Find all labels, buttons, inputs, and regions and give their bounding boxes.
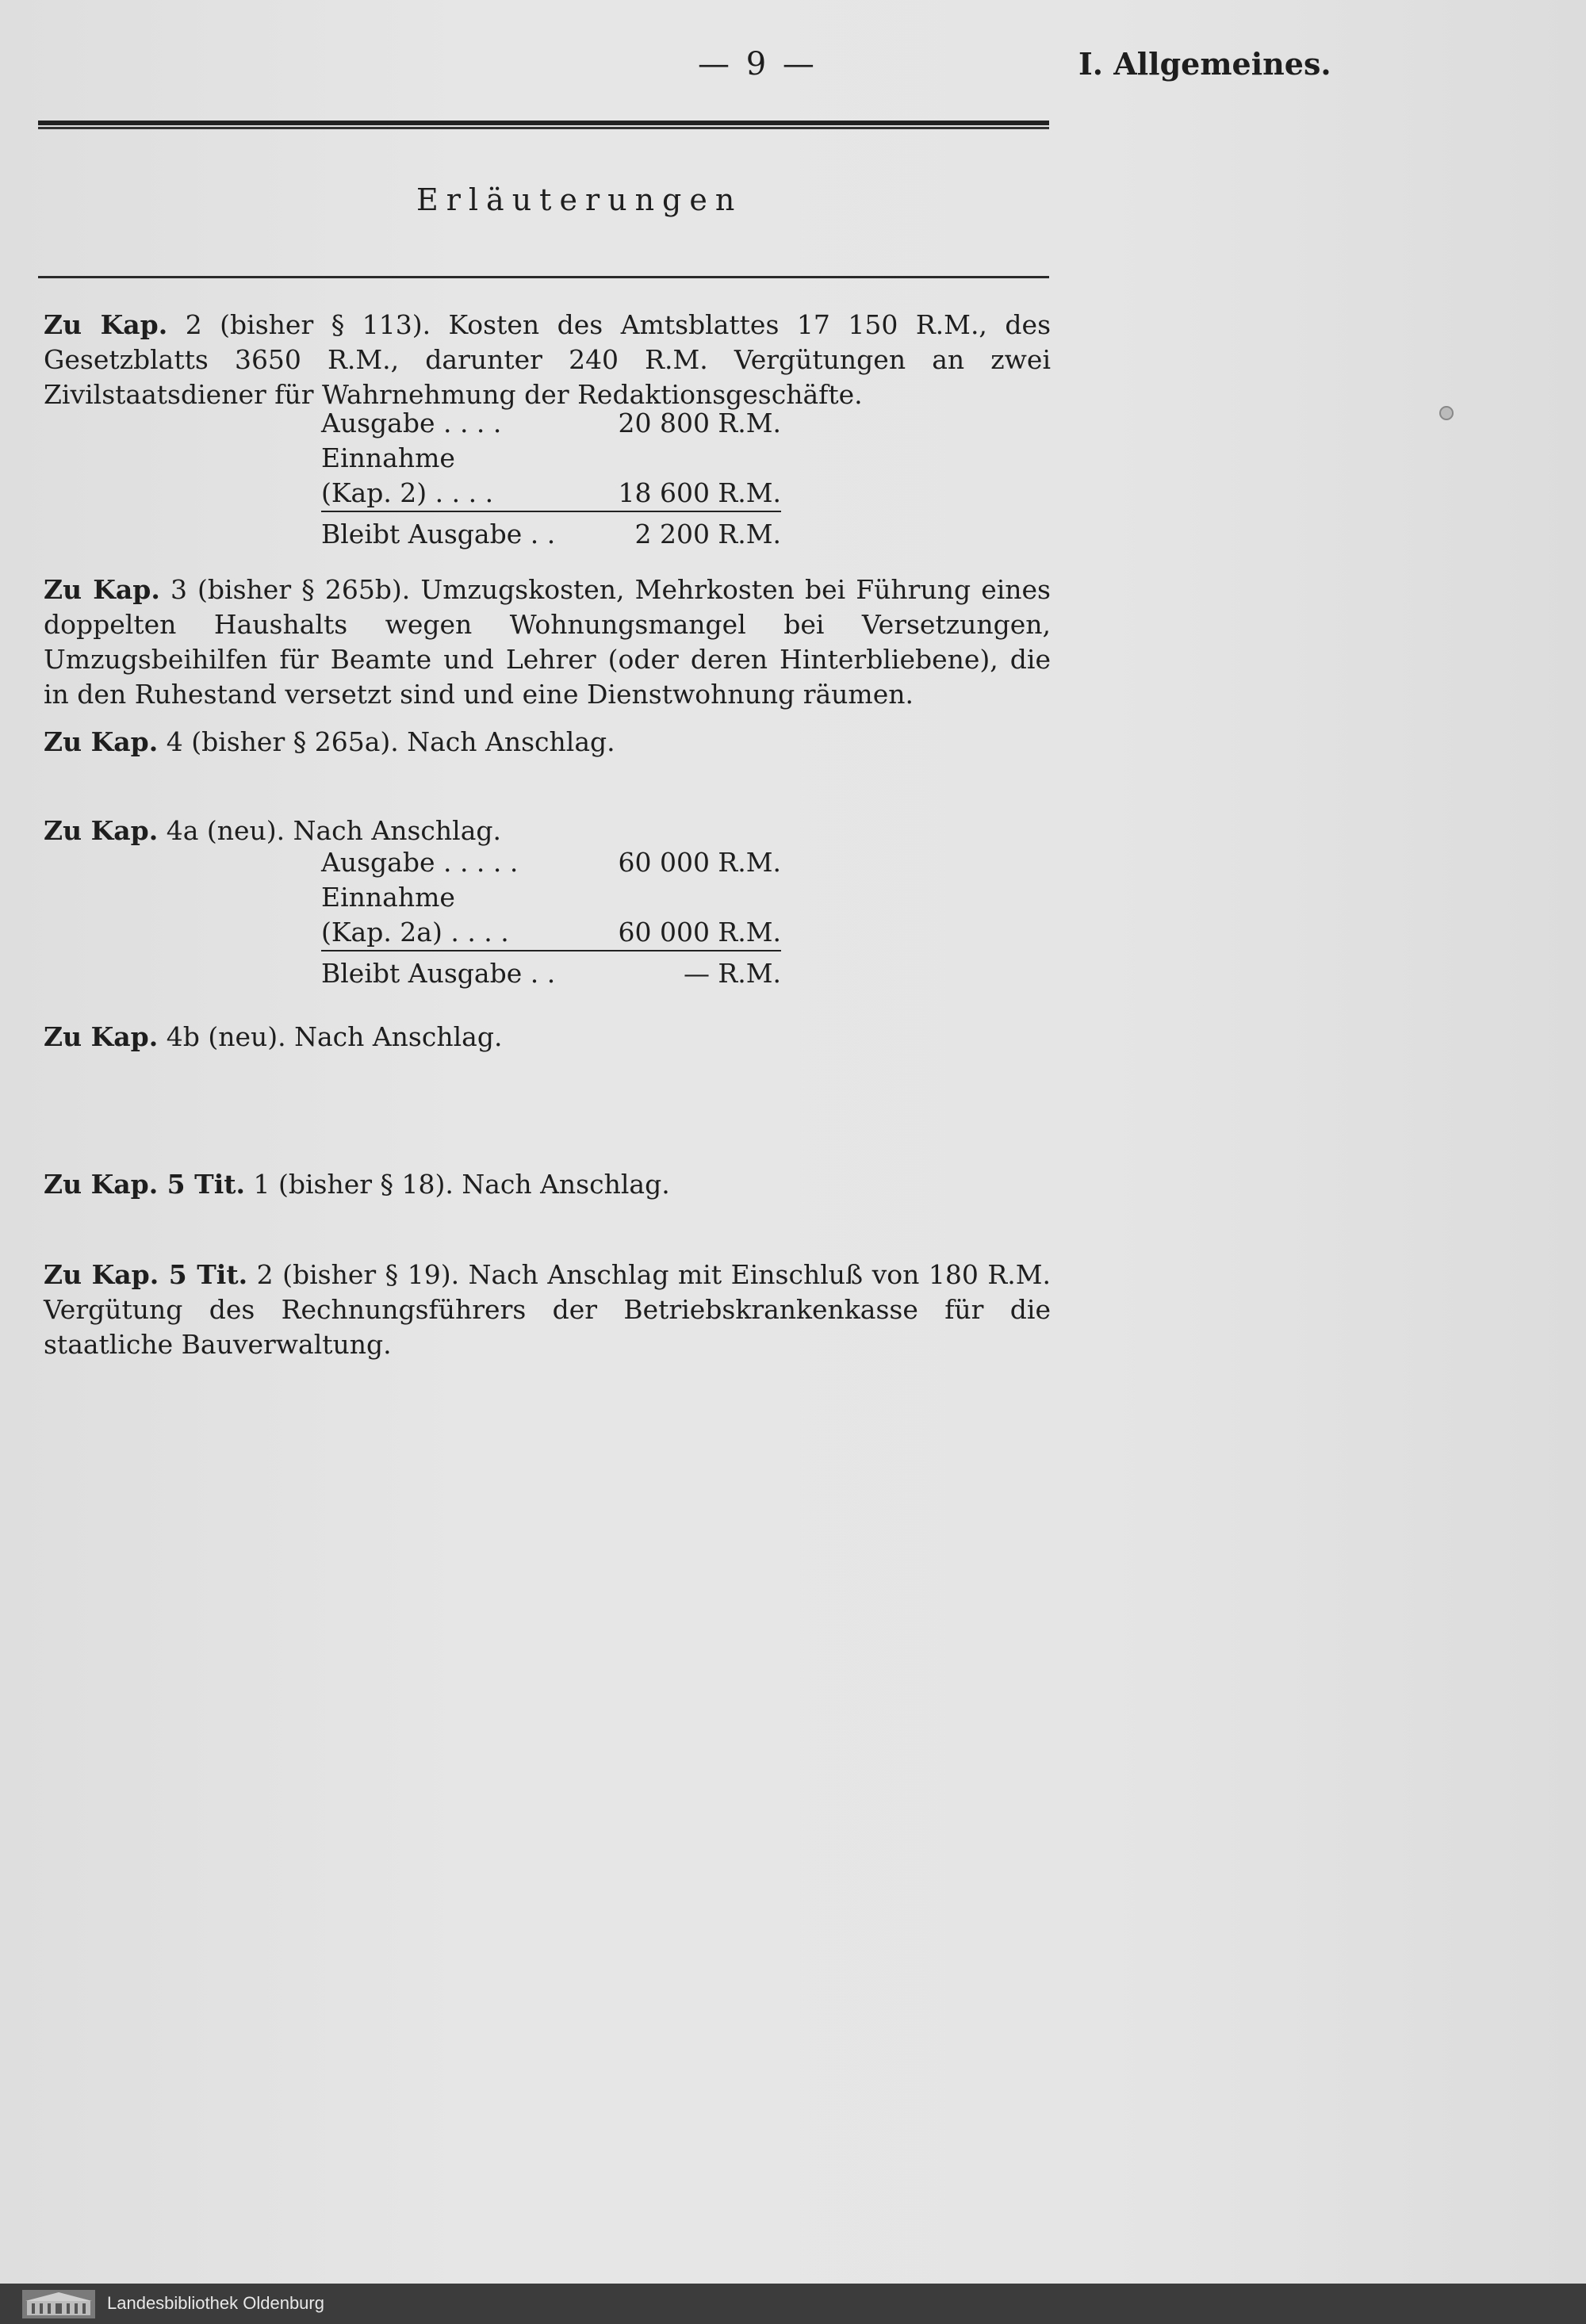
entry-kap-4a (44, 814, 1051, 848)
ausgabe-label: Ausgabe . . . . . (321, 847, 519, 878)
entry-kap-4b (44, 1020, 1051, 1055)
entry-kap-5-tit-1 (44, 1167, 1051, 1202)
row-bleibt (321, 956, 781, 991)
heading: Erläuterungen (416, 182, 743, 217)
page-number: — 9 — (698, 46, 818, 82)
row-einnahme (321, 880, 781, 915)
currency: R.M. (718, 847, 781, 878)
entry-kap-2 (44, 308, 1051, 412)
entry-label: Zu Kap. 5 Tit. (44, 1169, 245, 1200)
entry-kap-5-tit-2 (44, 1258, 1051, 1362)
entry-label: Zu Kap. (44, 574, 160, 605)
footer-bar (0, 2284, 1586, 2324)
entry-label: Zu Kap. (44, 726, 159, 757)
kap-label: (Kap. 2a) . . . . (321, 917, 509, 948)
currency: R.M. (718, 519, 781, 549)
currency: R.M. (718, 958, 781, 989)
library-building-icon (22, 2290, 95, 2318)
row-ausgabe (321, 406, 781, 441)
top-rule-thick (38, 121, 1049, 125)
entry-text: 2 (bisher § 113). Kosten des Amtsblattes 17 150 R.M., des Gesetzblatts 3650 R.M., darunter 240 R.M. Vergütungen an zwei Zivilstaatsdiener für Wahrnehmung der Redaktionsgeschäfte. (44, 309, 1052, 410)
einnahme-label: Einnahme (321, 882, 455, 913)
row-einnahme (321, 441, 781, 476)
currency: R.M. (718, 408, 781, 438)
entry-label: Zu Kap. 5 Tit. (44, 1259, 248, 1290)
ausgabe-amount: 20 800 (618, 408, 710, 438)
entry-text: 1 (bisher § 18). Nach Anschlag. (253, 1169, 670, 1200)
heading-rule (38, 276, 1049, 278)
kap-amount: 18 600 (618, 477, 710, 508)
kap-amount: 60 000 (618, 917, 710, 948)
currency: R.M. (718, 477, 781, 508)
entry-label: Zu Kap. (44, 309, 168, 340)
ausgabe-amount: 60 000 (618, 847, 710, 878)
kap-label: (Kap. 2) . . . . (321, 477, 494, 508)
row-ausgabe (321, 845, 781, 880)
library-name: Landesbibliothek Oldenburg (107, 2293, 324, 2313)
budget-table-kap-2 (321, 406, 781, 552)
entry-text: 3 (bisher § 265b). Umzugskosten, Mehrkosten bei Führung eines doppelten Haushalts wegen Wohnungsmangel bei Versetzungen, Umzugsbeihilfen für Beamte und Lehrer (oder deren Hinterbliebene), die in den Ruhestand versetzt sind und eine Dienstwohnung räumen. (44, 574, 1051, 710)
entry-label: Zu Kap. (44, 1021, 159, 1052)
ausgabe-label: Ausgabe . . . . (321, 408, 502, 438)
top-rule-thin (38, 127, 1049, 129)
entry-text: 4a (neu). Nach Anschlag. (166, 815, 501, 846)
entry-kap-3 (44, 572, 1051, 712)
entry-kap-4 (44, 725, 1051, 760)
entry-label: Zu Kap. (44, 815, 159, 846)
row-bleibt (321, 517, 781, 552)
bleibt-label: Bleibt Ausgabe . . (321, 519, 556, 549)
bleibt-amount: 2 200 (634, 519, 710, 549)
entry-text: 4 (bisher § 265a). Nach Anschlag. (166, 726, 615, 757)
section-title: I. Allgemeines. (1078, 46, 1331, 82)
budget-table-kap-4a (321, 845, 781, 991)
row-kap (321, 915, 781, 951)
entry-text: 2 (bisher § 19). Nach Anschlag mit Einschluß von 180 R.M. Vergütung des Rechnungsführers der Betriebskrankenkasse für die staatliche Bauverwaltung. (44, 1259, 1051, 1360)
punch-hole-mark (1439, 406, 1454, 420)
row-kap (321, 476, 781, 512)
bleibt-amount: — (684, 958, 710, 989)
currency: R.M. (718, 917, 781, 948)
entry-text: 4b (neu). Nach Anschlag. (166, 1021, 503, 1052)
bleibt-label: Bleibt Ausgabe . . (321, 958, 556, 989)
einnahme-label: Einnahme (321, 442, 455, 473)
